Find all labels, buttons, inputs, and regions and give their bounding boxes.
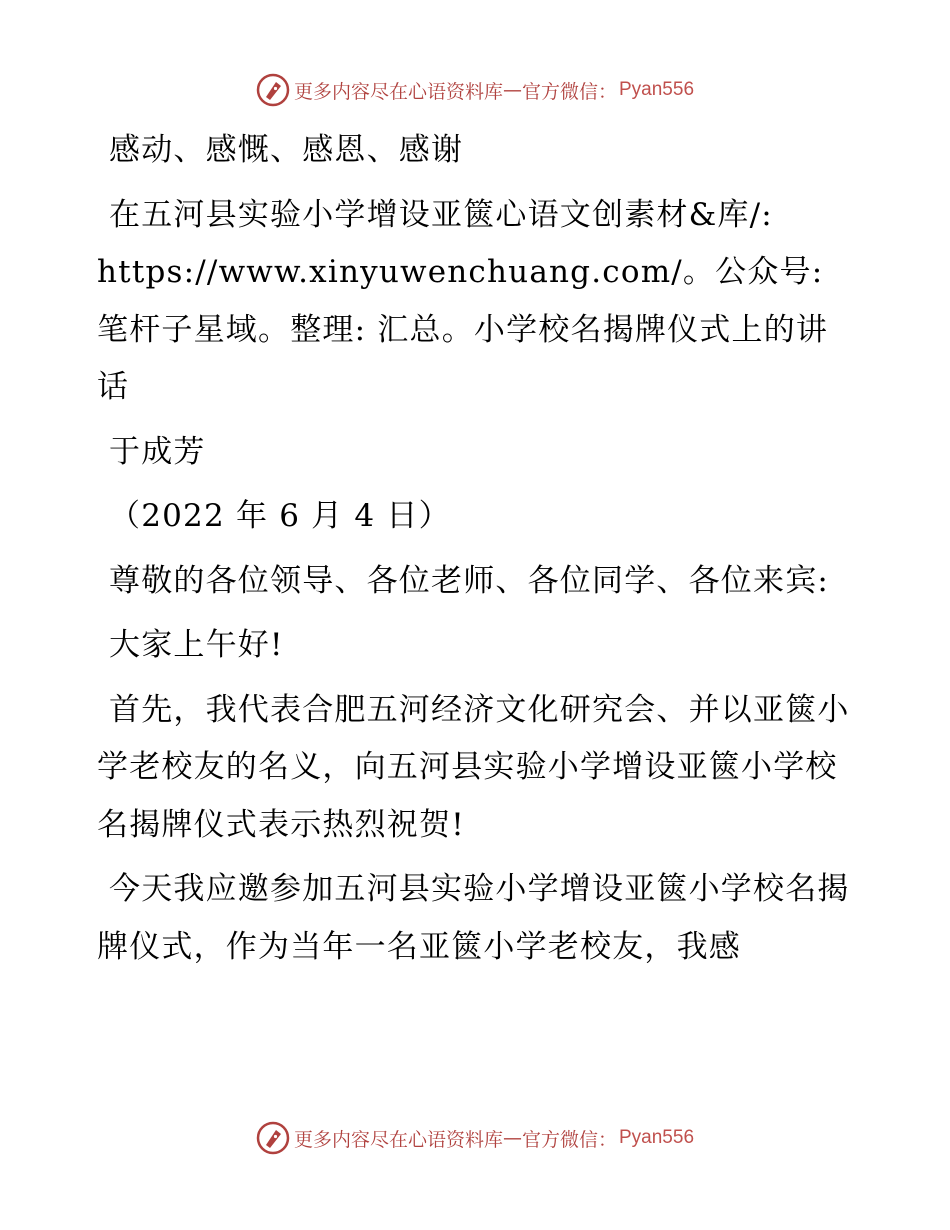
- watermark-dash: —: [502, 1127, 522, 1149]
- paragraph-body: 今天我应邀参加五河县实验小学增设亚篋小学校名揭牌仪式，作为当年一名亚篋小学老校友，我感: [97, 871, 850, 965]
- watermark-handle: Pyan556: [619, 1127, 695, 1148]
- watermark-wechat-label: 官方微信：: [521, 1128, 617, 1151]
- document-body: [97, 122, 857, 983]
- watermark-wechat-label: 官方微信：: [521, 80, 617, 103]
- paragraph-title: 在五河县实验小学增设亚篋心语文创素材&库/: https://www.xinyuwenchuang.com/。公众号: 笔杆子星域。整理: 汇总。小学校名揭牌仪式上的讲话: [97, 196, 829, 405]
- paragraph-heading: 感动、感慨、感恩、感谢: [109, 132, 464, 168]
- watermark-slogan: 更多内容尽在心语资料库: [293, 80, 503, 103]
- paragraph-salutation: 尊敬的各位领导、各位老师、各位同学、各位来宾:: [109, 562, 830, 599]
- paragraph-date: （2022 年 6 月 4 日）: [109, 498, 451, 534]
- paragraph-greeting: 大家上午好!: [109, 627, 284, 663]
- paragraph-body: 首先，我代表合肥五河经济文化研究会、并以亚篋小学老校友的名义，向五河县实验小学增设亚篋小学校名揭牌仪式表示热烈祝贺!: [97, 691, 850, 843]
- watermark-banner-top: [0, 70, 950, 110]
- watermark-banner-bottom: [0, 1118, 950, 1158]
- watermark-dash: —: [502, 79, 522, 101]
- watermark-handle: Pyan556: [619, 79, 695, 100]
- pen-nib-logo-icon: [256, 1121, 290, 1155]
- paragraph-author: 于成芳: [109, 433, 206, 470]
- pen-nib-logo-icon: [256, 73, 290, 107]
- watermark-slogan: 更多内容尽在心语资料库: [293, 1128, 503, 1151]
